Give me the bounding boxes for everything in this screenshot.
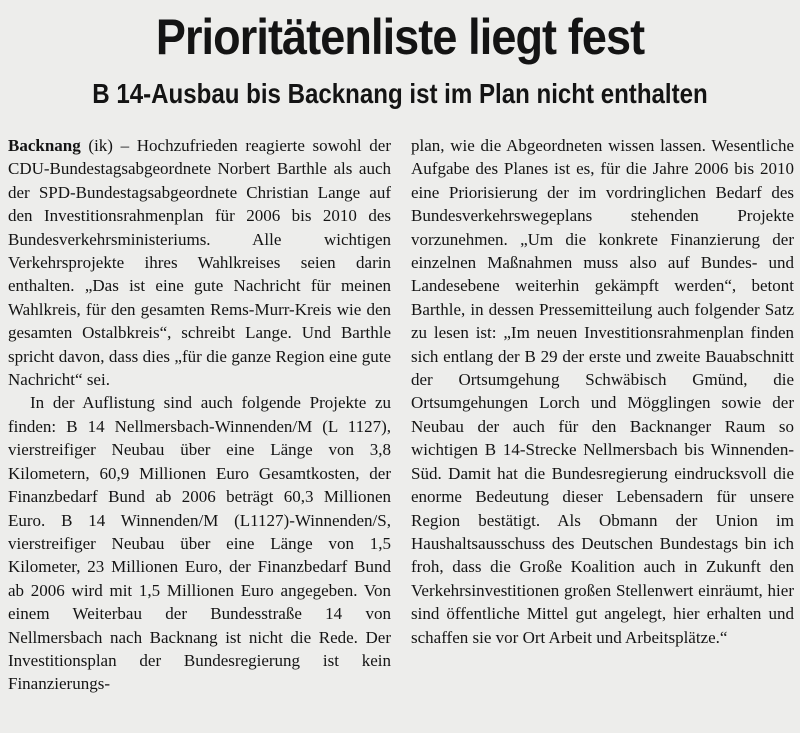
dateline: Backnang <box>8 136 81 155</box>
article-body <box>8 134 794 733</box>
paragraph-projects: In der Auflistung sind auch folgende Projekte zu finden: B 14 Nellmersbach-Winnenden/M (L 1127), vierstreifiger Neubau über eine Länge von 3,8 Kilometern, 60,9 Millionen Euro Gesamtkosten, der Finanzbedarf Bund ab 2006 beträgt 60,3 Millionen Euro. B 14 Winnenden/M (L1127)-Winnenden/S, vierstreifiger Neubau über eine Länge von 1,5 Kilometer, 23 Millionen Euro, der Finanzbedarf Bund ab 2006 wird mit 1,5 Millionen Euro angegeben. Von einem Weiterbau der Bundesstraße 14 von Nellmersbach nach Backnang ist nicht die Rede. Der Investitionsplan der Bundesregierung ist kein Finanzierungs- <box>8 393 391 694</box>
paragraph-intro <box>8 134 391 391</box>
paragraph-intro-text: (ik) – Hochzufrieden reagierte sowohl der CDU-Bundestagsabgeordnete Norbert Barthle als auch der SPD-Bundestagsabgeordnete Christian Lange auf den Investitionsrahmenplan für 2006 bis 2010 des Bundesverkehrsministeriums. Alle wichtigen Verkehrsprojekte ihres Wahlkreises seien darin enthalten. „Das ist eine gute Nachricht für meinen Wahlkreis, für den gesamten Rems-Murr-Kreis wie den gesamten Ostalbkreis“, schreibt Lange. Und Barthle spricht davon, dass dies „für die ganze Region eine gute Nachricht“ sei. <box>8 136 391 390</box>
column-right <box>411 134 794 733</box>
paragraph-continuation: plan, wie die Abgeordneten wissen lassen. Wesentliche Aufgabe des Planes ist es, für die Jahre 2006 bis 2010 eine Priorisierung der im vordringlichen Bedarf des Bundesverkehrswegeplans stehenden Projekte vorzunehmen. „Um die konkrete Finanzierung der einzelnen Maßnahmen muss also auf Bundes- und Landesebene weiterhin gekämpft werden“, betont Barthle, in dessen Pressemitteilung auch folgender Satz zu lesen ist: „Im neuen Investitionsrahmenplan finden sich entlang der B 29 der erste und zweite Bauabschnitt der Ortsumgehung Schwäbisch Gmünd, die Ortsumgehungen Lorch und Mögglingen sowie der Neubau der auch für den Backnanger Raum so wichtigen B 14-Strecke Nellmersbach bis Winnenden-Süd. Damit hat die Bundesregierung eindrucksvoll die enorme Bedeutung dieser Lebensadern für unsere Region bestätigt. Als Obmann der Union im Haushaltsausschuss des Deutschen Bundestags bin ich froh, dass die Große Koalition auch in Zukunft den Verkehrsinvestitionen großen Stellenwert einräumt, hier sind öffentliche Mittel gut angelegt, hier erhalten und schaffen sie vor Ort Arbeit und Arbeitsplätze.“ <box>411 136 794 647</box>
subheadline: B 14-Ausbau bis Backnang ist im Plan nicht enthalten <box>92 78 708 109</box>
headline: Prioritätenliste liegt fest <box>155 9 645 65</box>
column-left <box>8 134 391 733</box>
